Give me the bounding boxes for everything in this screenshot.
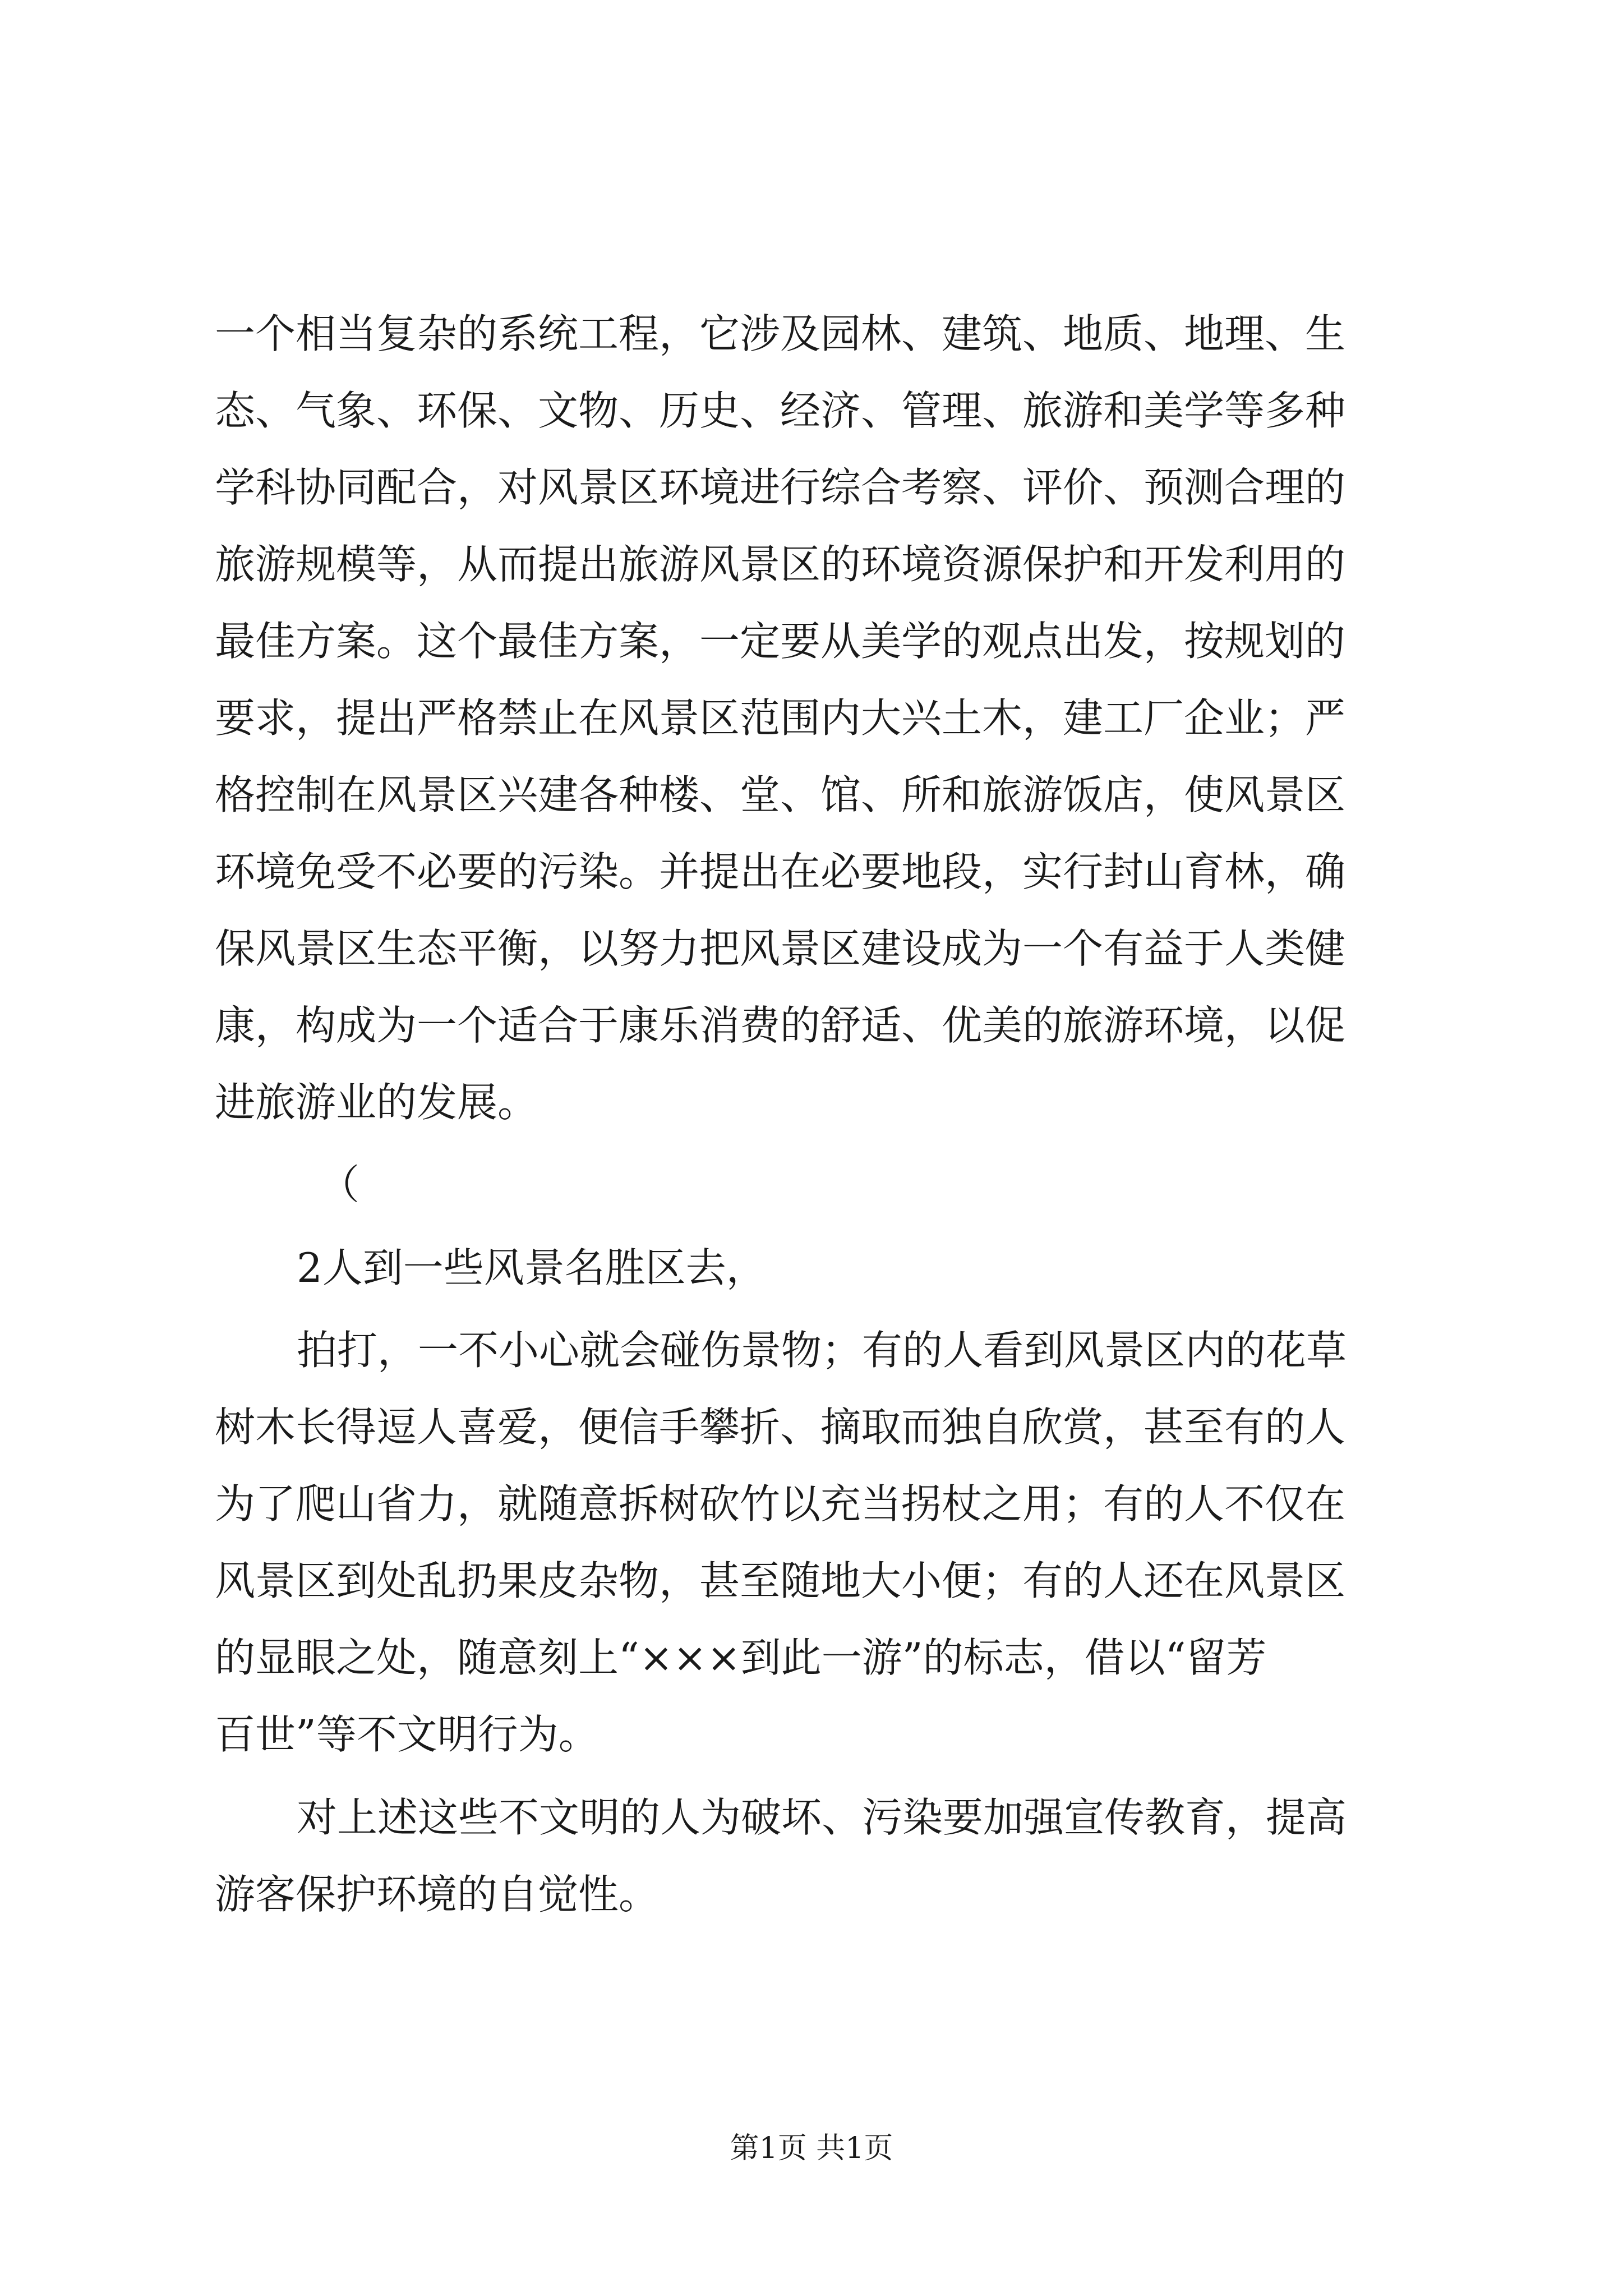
text-line: 为了爬山省力，就随意拆树砍竹以充当拐杖之用；有的人不仅在 (215, 1480, 1346, 1527)
text-line: 一个相当复杂的系统工程，它涉及园林、建筑、地质、地理、生 (215, 310, 1346, 357)
text-line: 环境免受不必要的污染。并提出在必要地段，实行封山育林，确 (215, 848, 1346, 895)
page-footer: 第1页 共1页 (730, 2132, 893, 2165)
text-line: 对上述这些不文明的人为破坏、污染要加强宣传教育，提高 (297, 1794, 1347, 1841)
text-line: 拍打，一不小心就会碰伤景物；有的人看到风景区内的花草 (297, 1327, 1347, 1374)
text-line: 游客保护环境的自觉性。 (215, 1871, 660, 1918)
text-line: 风景区到处乱扔果皮杂物，甚至随地大小便；有的人还在风景区 (215, 1557, 1346, 1604)
text-line: 要求，提出严格禁止在风景区范围内大兴土木，建工厂企业；严 (215, 694, 1346, 742)
text-line: 格控制在风景区兴建各种楼、堂、馆、所和旅游饭店，使风景区 (215, 771, 1346, 818)
text-line: 的显眼之处，随意刻上“×××到此一游”的标志，借以“留芳 (215, 1634, 1267, 1681)
text-line: 百世”等不文明行为。 (215, 1711, 599, 1758)
text-line: 树木长得逗人喜爱，便信手攀折、摘取而独自欣赏，甚至有的人 (215, 1404, 1346, 1451)
text-line: 旅游规模等，从而提出旅游风景区的环境资源保护和开发利用的 (215, 541, 1346, 588)
text-line: 学科协同配合，对风景区环境进行综合考察、评价、预测合理的 (215, 464, 1346, 511)
text-line: 进旅游业的发展。 (215, 1079, 538, 1126)
text-line: （ (319, 1161, 360, 1208)
text-line: 2人到一些风景名胜区去， (297, 1244, 767, 1291)
text-line: 保风景区生态平衡，以努力把风景区建设成为一个有益于人类健 (215, 925, 1346, 972)
text-line: 康，构成为一个适合于康乐消费的舒适、优美的旅游环境，以促 (215, 1002, 1346, 1049)
text-line: 最佳方案。这个最佳方案，一定要从美学的观点出发，按规划的 (215, 618, 1346, 665)
text-line: 态、气象、环保、文物、历史、经济、管理、旅游和美学等多种 (215, 387, 1346, 434)
